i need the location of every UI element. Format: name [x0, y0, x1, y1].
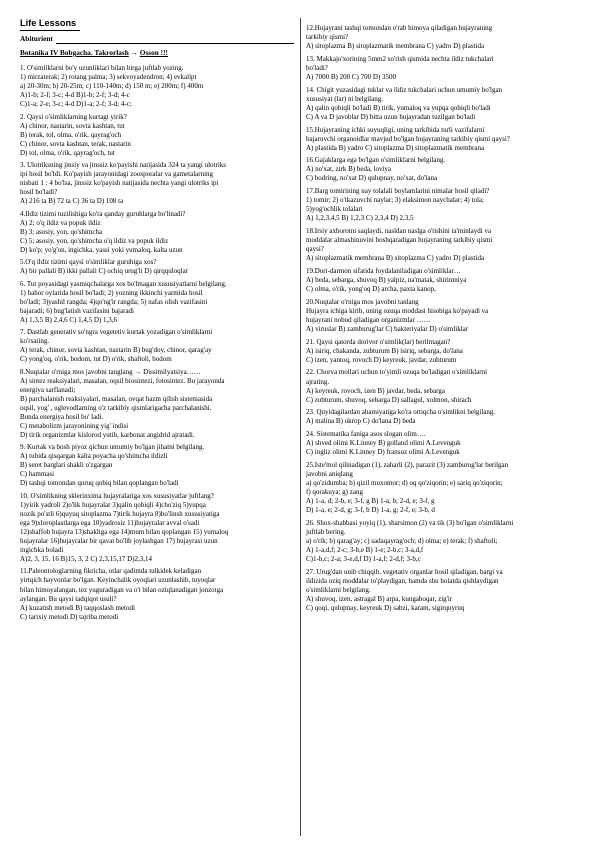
- question-block: [20, 492, 294, 564]
- question-line: hujayrani nobud qiladigan organizmlar ……: [306, 315, 431, 324]
- question-text: 15.Hujayraning ichki suyuqligi, uning tarkibida turli vazifalarni: [306, 125, 485, 134]
- question-line: bilan himoyalangan, tez yuguradigan va o't bilan oziqlanadigan jonzotga: [20, 585, 224, 594]
- question-line: D) ko'p; yo'g'on, ingichka, yassi yoki yumaloq, kalta uzun: [20, 245, 183, 254]
- question-line: juftlab bering.: [306, 527, 346, 536]
- question-block: [306, 461, 580, 515]
- question-line: tarkibiy qismi?: [306, 33, 349, 42]
- question-line: C) tarixiy metodi D) tajriba metodi: [20, 612, 119, 621]
- question-text: 12.Hujayrani tashqi tomondan o'rab himoya qiladigan hujayraning: [306, 24, 493, 32]
- question-line: ko'rsating.: [20, 337, 50, 346]
- question-line: A) isiriq, chakanda, zubturum B) isiriq, sebarga, do'lana: [306, 346, 463, 355]
- question-line: hosil bo'ladi?: [20, 188, 58, 197]
- question-line: A) tubida qisqargan kalta poyacha qo'shimcha ildizli: [20, 452, 168, 461]
- question-line: A) malina B) ukrop C) do'lana D) beda: [306, 417, 416, 426]
- question-line: A) chinor, nastarin, sovta kashtan, tut: [20, 121, 125, 130]
- column-divider: [300, 18, 301, 836]
- question-line: 1) mirzaterak; 2) rotang palma; 3) sekvoyadendron; 4) evkalipt: [20, 73, 197, 82]
- question-block: [20, 210, 294, 255]
- question-block: [306, 126, 580, 153]
- question-line: C) izen, yantoq, rovoch D) keyreuk, javdar, zubturum: [306, 355, 457, 364]
- question-line: A) 216 ta B) 72 ta C) 36 ta D) 108 ta: [20, 197, 124, 206]
- question-line: Hujayra ichiga kirib, uning ozuqa moddasi hisobiga ko'payadi va: [306, 306, 489, 315]
- question-block: [306, 24, 580, 51]
- question-line: ingichka boladi: [20, 546, 64, 555]
- question-line: A) beda, sebarga, shuvoq B) yalpiz, na'matak, shirinmiya: [306, 275, 467, 284]
- question-block: [20, 368, 294, 440]
- brand-underline: [20, 30, 80, 31]
- question-text: 7. Dastlab generativ so'ngra vegetetiv kurtak yozadigan o'simliklarni: [20, 328, 213, 337]
- abiturient-name-line[interactable]: [56, 36, 294, 44]
- question-text: 27. Urug'dan unib chiqqib, vegetativ organlar hosil qiladigan, bargi va: [306, 567, 503, 576]
- question-line: A) 7000 B) 200 C) 700 D) 3500: [306, 72, 397, 81]
- question-line: oqsil, yog' , uglevodlarning o'z tarkibiy qismlarigacha parchalanishi.: [20, 403, 212, 412]
- question-line: 1) bahor oylarida hosil bo'ladi; 2) yozning ikkinchi yarmida hosil: [20, 288, 203, 297]
- question-text: 2. Qaysi o'simliklarning kurtagi yirik?: [20, 112, 127, 121]
- subject-main: Botanika IV Bobgacha. Takrorlash: [20, 48, 129, 57]
- subject-heading: [20, 48, 294, 58]
- arrow-icon: →: [130, 48, 138, 57]
- question-text: 9. Kurtak va bosh piyoz qichun umumiy bo'lgan jihatni belgilang.: [20, 443, 205, 452]
- question-line: A) terak, chinor, sovta kashtan, nastarin B) bug'doy, chinor, qarag'ay: [20, 346, 212, 355]
- question-line: C) qoqi, qulupnay, keyreuk D) sabzi, karam, sigirquyruq: [306, 604, 465, 613]
- worksheet-page: [20, 18, 586, 836]
- question-text: 23. Quyidagilardan ahamiyatiga ko'ra ortiqcha o'simlikni belgilang.: [306, 408, 496, 417]
- question-line: A) 1-a, d; 2-b, e; 3-f, g B) 1-a, b; 2-d, e; 3-f, g: [306, 497, 435, 506]
- question-text: 11.Paleontologlarning fikricha, otlar qadimda tulkidek keladigan: [20, 567, 202, 576]
- question-text: 8.Nuqtalar o'rniga mos javobni tanglang → Dissimilyatsiya……: [20, 367, 201, 376]
- question-line: bajaradi; 6) bug'latish vazifasini bajaradi: [20, 306, 134, 315]
- question-block: [306, 408, 580, 426]
- question-line: a) qo'zidumba; b) qizil muxomor; d) oq qo'ziqorin; e) sariq qo'ziqorin;: [306, 479, 503, 488]
- question-line: C) ingliz olimi K.Linney D) fransuz olimi A.Levenguk: [306, 448, 460, 457]
- question-block: [306, 368, 580, 404]
- question-block: [20, 113, 294, 158]
- question-line: A) sintez reaksiyalari, masalan, oqsil biosintezi, fotosintez. Bu jarayonda: [20, 376, 225, 385]
- question-line: C) bodring, no'xat D) qulupnay, no'xat, do'lana: [306, 174, 438, 183]
- right-column: [306, 24, 580, 617]
- question-text: 24. Sistematika faniga asos slogan olim….: [306, 430, 426, 439]
- question-line: A) keyreuk, rovoch, izen B) javdar, beda, sebarga: [306, 386, 445, 395]
- question-line: C)1-b,c; 2-a; 3-e,d,f D) 1-a,f; 2-d,f; 3-b,c: [306, 555, 421, 564]
- question-line: B) parchalanish reaksiyalari, masalan, ovqat hazm qilish sistemasida: [20, 394, 213, 403]
- question-list-left: [20, 64, 294, 622]
- question-line: A) sitoplazmatik membrana B) sitoplazma C) yadro D) plastida: [306, 254, 485, 263]
- question-list-right: [306, 24, 580, 613]
- question-line: 12)shaffob hujayra 13)shakliga ega 14)mum bilan qoplangan 15) yumaloq: [20, 527, 229, 536]
- question-line: 1) tomir; 2) o'tkazuvchi naylar; 3) elaksimon naychalar; 4) tola;: [306, 196, 484, 205]
- question-line: yirtqich hayvonlar bo'lgan. Keyinchalik oyoqlari uzunlashib, tuyoqlar: [20, 576, 216, 585]
- question-line: A) plastida B) yadro C) sitoplazma D) sitoplazmatik membrana: [306, 143, 485, 152]
- question-line: C)1-a; 2-e; 3-c; 4-d D)1-a; 2-f; 3-d; 4-c;: [20, 100, 132, 109]
- question-block: [20, 567, 294, 621]
- question-line: bo'ladi?: [306, 63, 328, 72]
- question-line: hujayralar 16)hujayralar bir qavat bo'lib joylashgan 17) hujayrasi uzun: [20, 536, 218, 545]
- question-line: C) yong'oq, o'rik, bodom, tut D) o'rik, shaftoli, bodom: [20, 355, 172, 364]
- question-text: 18.Irsiy axborotni saqlaydi, nasldan naslga o'tishini ta'minlaydi va: [306, 227, 492, 236]
- question-block: [306, 227, 580, 263]
- question-block: [20, 64, 294, 109]
- question-line: ajrating.: [306, 377, 330, 386]
- question-text: 6. Tut poyasidagi yasmiqchalarga xos bo'lmagan xususiyatlarni belgilang.: [20, 279, 227, 288]
- question-line: nisbati 1 : 4 bo'lsa, jinssiz ko'payish natijasida nechta yangi ulotriks ipi: [20, 179, 219, 188]
- question-line: A) 1,2,3,4,5 B) 1,2,3 C) 2,3,4 D) 2,3,5: [306, 214, 414, 223]
- question-block: [306, 519, 580, 564]
- question-line: C) metabolizm jarayonining yig' indisi: [20, 421, 129, 430]
- question-text: 14. Chigit yuzasidagi tuklar va ildiz tukchalari uchun umumiy bo'lgan: [306, 85, 503, 94]
- question-line: B) terak, tol, olma, o'rik, qayrag'och: [20, 130, 122, 139]
- question-line: a) 20-30m; b) 20-25m; c) 110-140m; d) 150 m; e) 200m; f) 400m: [20, 82, 204, 91]
- question-block: [20, 161, 294, 206]
- left-column: [20, 18, 294, 625]
- question-line: A) 1,3,5 B) 2,4,6 C) 1,4,5 D) 1,3,6: [20, 315, 118, 324]
- question-line: D) 1-a, e; 2-d, g; 3-f, b D) 1-a, g; 2-f, e; 3-b, d: [306, 506, 435, 515]
- question-line: C) 5; asosiy, yon, qo'shimcha o'q ildiz va popuk ildiz: [20, 236, 169, 245]
- question-text: 19.Dori-darmon sifatida foydalaniladigan o'simliklar…: [306, 266, 461, 275]
- question-line: qaysi?: [306, 245, 324, 254]
- question-line: A) qalin qobiqli bo'ladi B) tirik, yumaloq va yupqa qobiqli bo'ladi: [306, 103, 491, 112]
- question-line: A) bir pallali B) ikki pallali C) ochiq urug'li D) qirqquloqlar: [20, 267, 189, 276]
- question-line: aylangan. Bu qaysi tadqiqot usuli?: [20, 594, 117, 603]
- question-line: A) kuzatish metodi B) taqqoslash metodi: [20, 603, 135, 612]
- question-line: ildizida oziq moddalar to'playdigan, hamda shu holatda qishlaydigan: [306, 576, 499, 585]
- question-line: a) o'rik; b) qarag'ay; c) sadaqayrag'och; d) olma; e) terak; f) shaftoli;: [306, 537, 498, 546]
- question-text: 4.Ildiz tizimi tuzilishiga ko'ra qanday guruhlarga bo'linadi?: [20, 209, 186, 218]
- question-line: C) hammasi: [20, 470, 55, 479]
- subject-tail: Osson !!!: [139, 48, 168, 57]
- question-line: ega 9)xloroplastlarga ega 10)yadrosiz 11)hujayralar avval o'sadi: [20, 518, 200, 527]
- question-block: [306, 298, 580, 334]
- question-line: C) A va D javoblar D) bitta uzun hujayradan tuzilgan bo'ladi: [306, 112, 476, 121]
- question-line: energiya sarflanadi;: [20, 385, 76, 394]
- question-line: bo'ladi; 3)yashil rangda; 4)qo'ng'ir rangda; 5) nafas olish vazifasini: [20, 297, 208, 306]
- question-line: moddalar almashinuvini boshqaradigan hujayraning tarkibiy qismi: [306, 236, 493, 245]
- question-block: [20, 280, 294, 325]
- question-block: [20, 258, 294, 276]
- question-block: [20, 443, 294, 488]
- question-text: 16.Gajaklarga ega bo'lgan o'simliklarni belgilang.: [306, 156, 446, 165]
- question-text: 20.Nuqtalar o'rniga mos javobni tanlang: [306, 297, 419, 306]
- question-line: f) qorakuya; g) zang: [306, 488, 363, 497]
- question-line: A) 1-a,d,f; 2-c; 3-b,e B) 1-e; 2-b,c; 3-a,d,f: [306, 546, 424, 555]
- question-line: A) sitoplazma B) sitoplazmatik membrana C) yadro D) plastida: [306, 42, 485, 51]
- question-text: 10. O'simlikning sklerinxima hujayralariga xos xususiyatlar juftlang?: [20, 491, 214, 500]
- question-line: 1)yirik yadroli 2)o'lik hujayralar 3)qalin qobiqli 4)cho'ziq 5)yupqa: [20, 500, 206, 509]
- question-line: javobni aniqlang: [306, 470, 353, 478]
- question-block: [20, 328, 294, 364]
- question-line: D) tirik organizmlar kislorod yutib, karbonat angidrid ajratadi.: [20, 430, 195, 439]
- question-line: A) shved olimi K.Linney B) golland olimi A.Levenguk: [306, 439, 461, 448]
- question-block: [306, 568, 580, 613]
- question-text: 26. Shox-shabbasi yoyiq (1), sharsimon (2) va tik (3) bo'lgan o'simliklarni: [306, 518, 514, 527]
- question-block: [306, 267, 580, 294]
- question-text: 13. Makkajo'xorining 5mm2 so'rish qismida nechta ildiz tukchalari: [306, 54, 494, 63]
- question-line: C) zubturum, shuvoq, sebarga D) sallagul, xolmon, shirach: [306, 395, 472, 404]
- question-line: C) chinor, sovta kashtan, terak, nastarin: [20, 139, 131, 148]
- abiturient-label: Abiturient: [20, 34, 53, 43]
- question-line: A) no'xat, zirk B) beda, loviya: [306, 165, 392, 174]
- question-line: 5)yog'ochlik tolalari: [306, 205, 363, 214]
- question-line: A)2, 3, 15, 16 B)15, 3, 2 C) 2,3,15,17 D)2,3,14: [20, 555, 153, 564]
- question-text: 1. O'simliklarni bo'y uzunliklari bilan birga juftlab yozing.: [20, 64, 184, 72]
- abiturient-field[interactable]: [20, 34, 294, 44]
- question-line: Bunda energiya hosil bo' ladi.: [20, 412, 104, 421]
- question-line: B) 3; asosiy, yon, qo'shimcha: [20, 227, 103, 236]
- question-line: D) tol, olma, o'rik, qayrag'och, tut: [20, 148, 115, 157]
- question-line: A) viruslar B) zamburug'lar C) bakteriyalar D) o'simliklar: [306, 324, 469, 333]
- question-line: bajaruvchi organoidlar mavjud bo'lgan hujayraning tarkibiy qismi qaysi?: [306, 134, 510, 143]
- question-text: 21. Qaysi qatorda dorivor o'simlik(lar) berilmagan?: [306, 337, 451, 346]
- question-line: A) 2; o'q ildiz va popuk ildiz: [20, 218, 101, 227]
- question-line: ipi hosil bo'ldi. Ko'payish jarayonidagi zoosporalar va gametalarning: [20, 170, 214, 179]
- question-line: B) seret barglari shakli o'zgargan: [20, 461, 113, 470]
- question-line: xususiyat (lar) ni belgilang.: [306, 94, 383, 103]
- question-line: A)1-b; 2-f; 3-c; 4-d B)1-b; 2-f; 3-d; 4-c: [20, 91, 130, 100]
- question-text: 17.Barg tomirining nay tolalali boylamlarini nimalar hosil qiladi?: [306, 187, 490, 196]
- question-text: 22. Chorva mollari uchun to'yimli ozuqa bo'ladigan o'simliklarni: [306, 368, 488, 377]
- question-block: [306, 187, 580, 223]
- question-block: [306, 430, 580, 457]
- question-text: 25.Iste'mol qilinadigan (1), zaharli (2), parazit (3) zamburug'lar berilgan: [306, 460, 509, 469]
- question-line: nozik po'stli 6)quyuq sitoplazma 7)tirik hujayra 8)bo'linsh xususiyatiga: [20, 509, 220, 518]
- question-line: A) shuvoq, izen, astragal B) arpa, kungaboqar, zig'ir: [306, 594, 453, 603]
- question-block: [306, 338, 580, 365]
- question-text: 5.O'q ildiz tizimi qaysi o'simliklar guruhiga xos?: [20, 258, 157, 267]
- question-block: [306, 156, 580, 183]
- question-block: [306, 55, 580, 82]
- question-block: [306, 86, 580, 122]
- question-line: C) olma, o'rik, yong'oq D) archa, paxta kanop,: [306, 285, 436, 294]
- brand-title: Life Lessons: [20, 18, 77, 28]
- question-line: o'simliklarni belgilang.: [306, 585, 371, 594]
- question-line: D) tashqi tomondan quruq qobiq bilan qoplangan bo'ladi: [20, 479, 179, 488]
- question-text: 3. Ulotriksning jinsiy va jinssiz ko'payishi natijasida 324 ta yangi ulotriks: [20, 161, 226, 170]
